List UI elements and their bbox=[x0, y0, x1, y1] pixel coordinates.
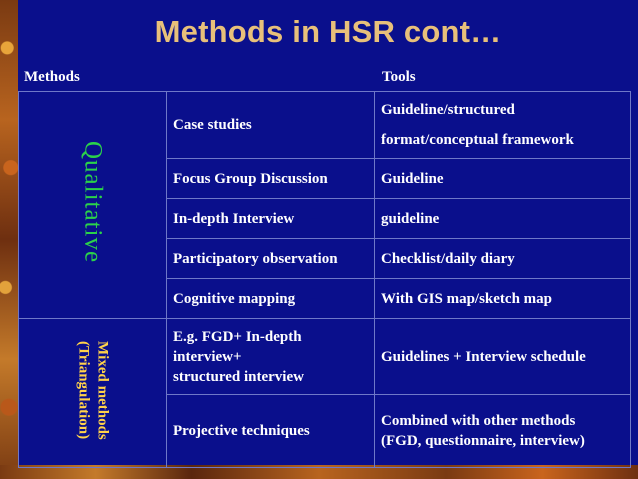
tool-cell: Guideline bbox=[375, 159, 631, 199]
tool-line: Guideline/structured bbox=[381, 102, 515, 118]
group-label-line: Mixed methods bbox=[94, 340, 111, 440]
decorative-left-border bbox=[0, 0, 18, 479]
method-line: interview+ bbox=[173, 348, 242, 365]
method-cell bbox=[167, 319, 375, 395]
table-row bbox=[19, 92, 631, 159]
tool-line: Combined with other methods bbox=[381, 413, 576, 429]
header-methods: Methods bbox=[24, 69, 80, 85]
group-label-qualitative: Qualitative bbox=[79, 140, 107, 264]
group-label-mixed-methods bbox=[74, 341, 112, 440]
methods-table bbox=[18, 91, 631, 468]
tool-cell bbox=[375, 92, 631, 159]
method-cell: Focus Group Discussion bbox=[167, 159, 375, 199]
tool-cell: Guidelines + Interview schedule bbox=[375, 319, 631, 395]
method-cell: Participatory observation bbox=[167, 239, 375, 279]
table-row bbox=[19, 319, 631, 395]
table-header bbox=[18, 65, 638, 91]
method-cell: In-depth Interview bbox=[167, 199, 375, 239]
method-cell: Cognitive mapping bbox=[167, 279, 375, 319]
header-tools: Tools bbox=[382, 69, 416, 85]
tool-line: format/conceptual framework bbox=[381, 132, 574, 148]
method-cell: Case studies bbox=[167, 92, 375, 159]
tool-cell: guideline bbox=[375, 199, 631, 239]
group-mixed-methods bbox=[19, 319, 167, 468]
group-label-line: (Triangulation) bbox=[75, 340, 92, 440]
group-qualitative bbox=[19, 92, 167, 319]
slide-title: Methods in HSR cont… bbox=[154, 14, 502, 49]
method-cell: Projective techniques bbox=[167, 395, 375, 468]
method-line: structured interview bbox=[173, 368, 304, 385]
tool-cell: Checklist/daily diary bbox=[375, 239, 631, 279]
tool-cell: With GIS map/sketch map bbox=[375, 279, 631, 319]
tool-line: (FGD, questionnaire, interview) bbox=[381, 433, 585, 449]
tool-cell bbox=[375, 395, 631, 468]
method-line: E.g. FGD+ In-depth bbox=[173, 328, 302, 345]
